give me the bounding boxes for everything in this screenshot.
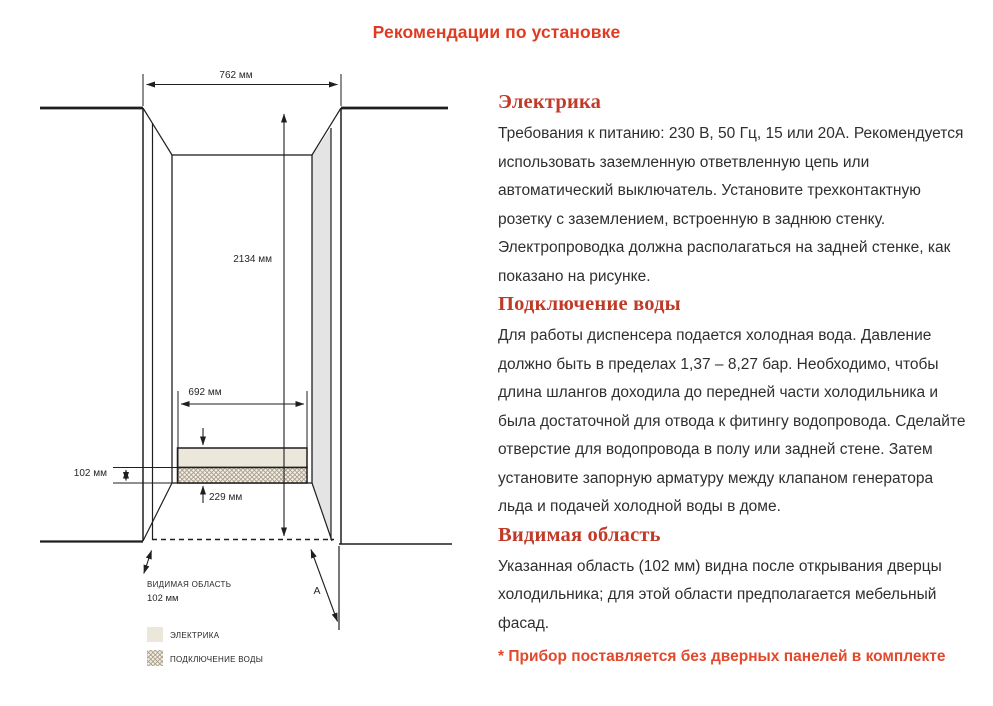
visible-area-label-line1: ВИДИМАЯ ОБЛАСТЬ: [147, 580, 232, 589]
legend-electrical-label: ЭЛЕКТРИКА: [170, 631, 220, 640]
dim-niche-height-label: 2134 мм: [233, 254, 272, 265]
legend-water-swatch: [147, 650, 163, 666]
dim-top-width: [143, 70, 341, 106]
dim-bottom-clearance-label: 229 мм: [209, 492, 243, 503]
side-panel-shaded: [312, 128, 331, 540]
dim-corner-a: [311, 550, 338, 622]
dim-corner-a-label: А: [313, 585, 321, 597]
installation-diagram: [0, 0, 470, 706]
dim-top-width-label: 762 мм: [219, 70, 253, 81]
water-zone: [178, 468, 308, 484]
dim-inner-width-label: 692 мм: [188, 387, 222, 398]
section-electrical-body: Требования к питанию: 230 В, 50 Гц, 15 или 20А. Рекомендуется использовать заземленную ответвленную цепь или автоматический выключатель. Установите трехконтактную розетку с заземлением, встроенную в заднюю стенку. Электропроводка должна располагаться на задней стенке, как показано на рисунке.: [498, 125, 964, 285]
page-title: Рекомендации по установке: [372, 22, 621, 42]
back-wall: [172, 155, 312, 483]
legend-water-label: ПОДКЛЮЧЕНИЕ ВОДЫ: [170, 655, 264, 664]
footnote: * Прибор поставляется без дверных панелей в комплекте: [498, 648, 946, 665]
section-electrical: [498, 90, 968, 291]
visible-area-callout: [144, 551, 231, 605]
section-visible-area: [498, 523, 968, 639]
visible-area-label-line2: 102 мм: [147, 593, 179, 604]
section-water-body: Для работы диспенсера подается холодная вода. Давление должно быть в пределах 1,37 – 8,27 бар. Необходимо, чтобы длина шлангов доходила до передней части холодильника и была достаточной для отвода к фитингу водопровода. Сделайте отверстие для водопровода в полу или задней стене. Затем установите запорную арматуру между клапаном генератора льда и подачей холодной воды в доме.: [498, 327, 966, 515]
section-water: [498, 292, 968, 522]
text-column: [498, 90, 968, 666]
section-visible-area-body: Указанная область (102 мм) видна после открывания дверцы холодильника; для этой области предполагается мебельный фасад.: [498, 557, 942, 632]
section-electrical-heading: Электрика: [498, 91, 602, 113]
section-water-heading: Подключение воды: [498, 293, 681, 315]
dim-bottom-clearance: [203, 486, 242, 503]
legend-electrical-swatch: [147, 627, 163, 642]
section-visible-area-heading: Видимая область: [498, 523, 661, 546]
electrical-zone: [178, 448, 308, 468]
legend: [147, 627, 263, 666]
dim-visible-depth-label: 102 мм: [73, 468, 107, 479]
dim-visible-depth: [74, 468, 177, 484]
